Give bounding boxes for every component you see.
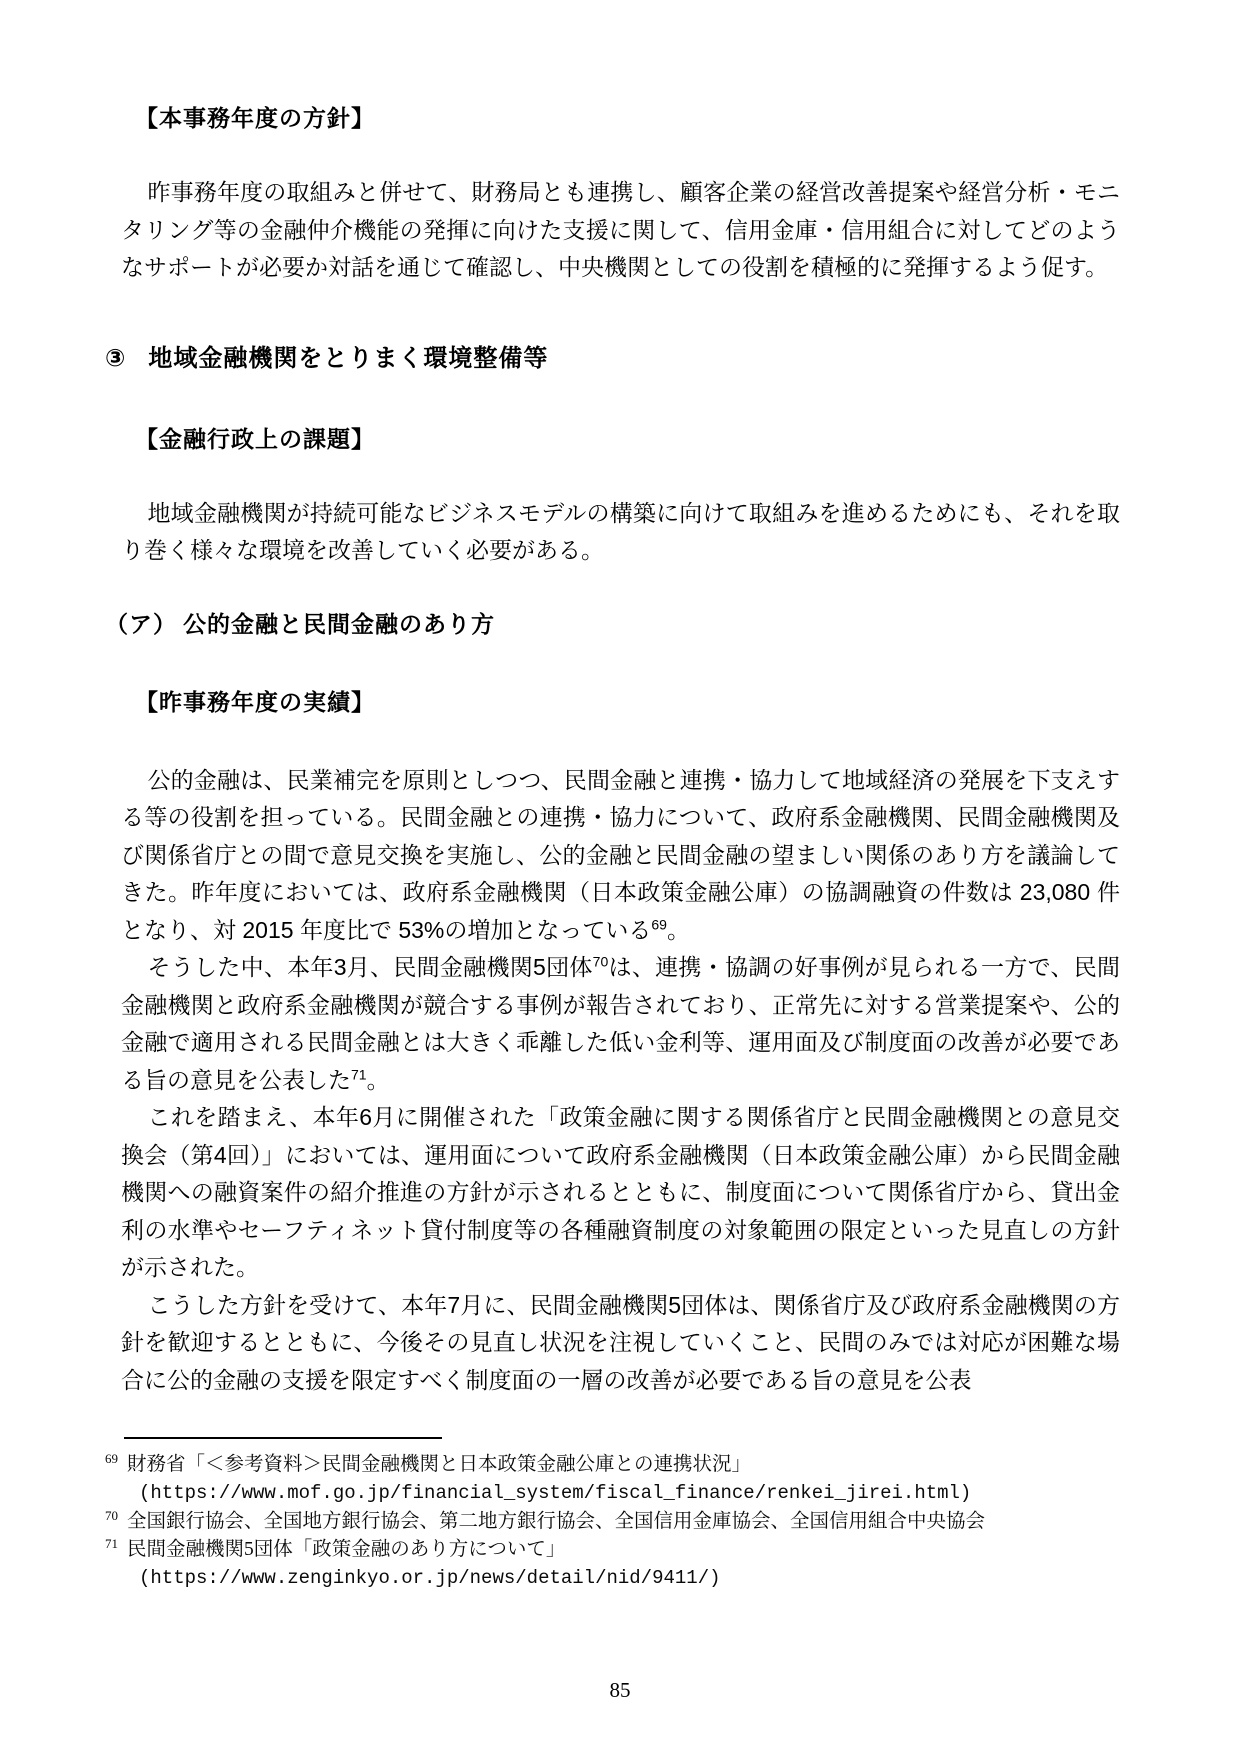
paragraph-text: 。 <box>366 1066 390 1093</box>
footnote-text: 財務省「＜参考資料＞民間金融機関と日本政策金融公庫との連携状況」 <box>127 1454 752 1475</box>
paragraph-text: そうした中、本年3月、民間金融機関5団体 <box>147 954 593 980</box>
policy-paragraph: 昨事務年度の取組みと併せて、財務局とも連携し、顧客企業の経営改善提案や経営分析・モニタリング等の金融仲介機能の発揮に向けた支援に関して、信用金庫・信用組合に対してどのようなサポートが必要か対話を通じて確認し、中央機関としての役割を積極的に発揮するよう促す。 <box>121 179 1120 280</box>
footnote-text: 民間金融機関5団体「政策金融のあり方について」 <box>127 1539 566 1560</box>
footnote-70 <box>105 1508 1122 1536</box>
section-heading-environment <box>105 341 1120 377</box>
policy-heading: 【本事務年度の方針】 <box>135 105 375 131</box>
achievements-body <box>121 762 1120 1400</box>
footnote-71 <box>105 1536 1122 1564</box>
footnote-text: 全国銀行協会、全国地方銀行協会、第二地方銀行協会、全国信用金庫協会、全国信用組合中央協会 <box>127 1511 986 1532</box>
issues-paragraph: 地域金融機関が持続可能なビジネスモデルの構築に向けて取組みを進めるためにも、それを取り巻く様々な環境を改善していく必要がある。 <box>121 499 1120 563</box>
achievements-paragraph-3: これを踏まえ、本年6月に開催された「政策金融に関する関係省庁と民間金融機関との意見交換会（第4回）」においては、運用面について政府系金融機関（日本政策金融公庫）から民間金融機関への融資案件の紹介推進の方針が示されるとともに、制度面について関係省庁から、貸出金利の水準やセーフティネット貸付制度等の各種融資制度の対象範囲の限定といった見直しの方針が示された。 <box>121 1104 1120 1280</box>
footnote-69-url: (https://www.mof.go.jp/financial_system/fiscal_finance/renkei_jirei.html) <box>139 1482 972 1504</box>
paragraph-text: は、連携・協調の好事例が見られる一方で、民間金融機関と政府系金融機関が競合する事例が報告されており、正常先に対する営業提案や、公的金融で適用される民間金融とは大きく乖離した低い金利等、運用面及び制度面の改善が必要である旨の意見を公表した <box>121 954 1120 1093</box>
section-title: 地域金融機関をとりまく環境整備等 <box>148 344 549 372</box>
page-number: 85 <box>609 1678 631 1702</box>
issues-heading: 【金融行政上の課題】 <box>135 425 375 452</box>
footnote-number: 71 <box>105 1535 118 1551</box>
footnotes <box>105 1437 1122 1593</box>
footnote-ref-71: 71 <box>351 1065 367 1082</box>
achievements-paragraph-4: こうした方針を受けて、本年7月に、民間金融機関5団体は、関係省庁及び政府系金融機関の方針を歓迎するとともに、今後その見直し状況を注視していくこと、民間のみでは対応が困難な場合に公的金融の支援を限定すべく制度面の一層の改善が必要である旨の意見を公表 <box>121 1291 1120 1393</box>
footnote-ref-69: 69 <box>651 915 667 932</box>
subsection-heading <box>105 608 1120 640</box>
subsection-label: （ア） <box>105 610 177 637</box>
footnote-69 <box>105 1451 1122 1479</box>
section-number: ③ <box>105 344 127 372</box>
achievements-paragraph-2 <box>121 949 1120 1099</box>
footnote-71-url: (https://www.zenginkyo.or.jp/news/detail/nid/9411/) <box>139 1567 721 1589</box>
footnote-number: 70 <box>105 1507 118 1523</box>
footnote-separator <box>124 1437 442 1439</box>
footnote-number: 69 <box>105 1450 118 1466</box>
paragraph-text: 公的金融は、民業補完を原則としつつ、民間金融と連携・協力して地域経済の発展を下支えする等の役割を担っている。民間金融との連携・協力について、政府系金融機関、民間金融機関及び関係省庁との間で意見交換を実施し、公的金融と民間金融の望ましい関係のあり方を議論してきた。昨年度においては、政府系金融機関（日本政策金融公庫）の協調融資の件数は 23,080 件となり、対 2015 年度比で 53%の増加となっている <box>121 766 1121 943</box>
achievements-heading: 【昨事務年度の実績】 <box>135 688 375 715</box>
footnote-ref-70: 70 <box>592 953 609 970</box>
paragraph-text: 。 <box>666 916 690 943</box>
subsection-title: 公的金融と民間金融のあり方 <box>183 610 495 637</box>
achievements-paragraph-1 <box>121 762 1120 950</box>
